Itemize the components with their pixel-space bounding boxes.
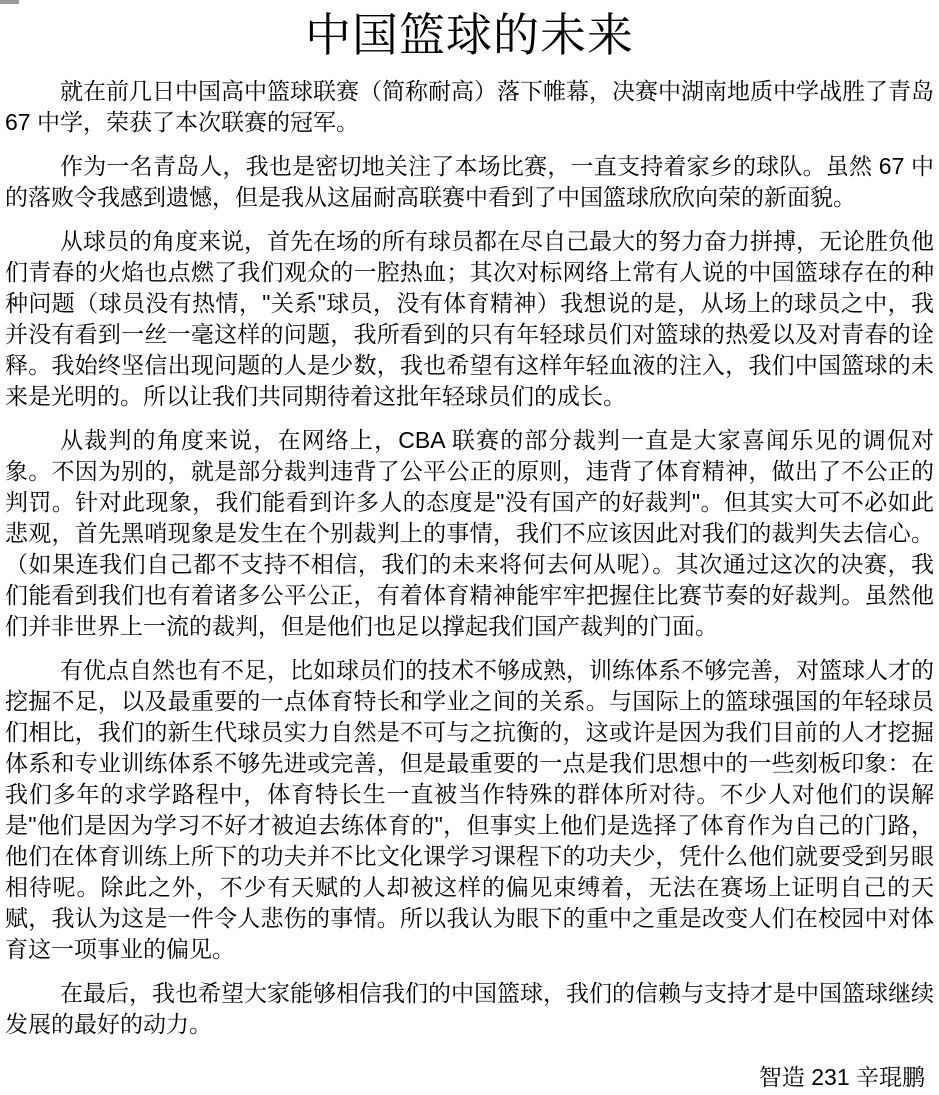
paragraph-intro: 就在前几日中国高中篮球联赛（简称耐高）落下帷幕，决赛中湖南地质中学战胜了青岛 67 中学，荣获了本次联赛的冠军。 [5,78,934,135]
corner-artifact [0,0,19,4]
page-title: 中国篮球的未来 [305,9,634,61]
paragraph-shortcomings: 有优点自然也有不足，比如球员们的技术不够成熟，训练体系不够完善，对篮球人才的挖掘不足，以及最重要的一点体育特长和学业之间的关系。与国际上的篮球强国的年轻球员们相比，我们的新生代球员实力自然是不可与之抗衡的，这或许是因为我们目前的人才挖掘体系和专业训练体系不够先进或完善，但是最重要的一点是我们思想中的一些刻板印象：在我们多年的求学路程中，体育特长生一直被当作特殊的群体所对待。不少人对他们的误解是"他们是因为学习不好才被迫去练体育的"，但事实上他们是选择了体育作为自己的门路，他们在体育训练上所下的功夫并不比文化课学习课程下的功夫少，凭什么他们就要受到另眼相待呢。除此之外，不少有天赋的人却被这样的偏见束缚着，无法在赛场上证明自己的天赋，我认为这是一件令人悲伤的事情。所以我认为眼下的重中之重是改变人们在校园中对体育这一项事业的偏见。 [5,657,934,962]
paragraph-conclusion: 在最后，我也希望大家能够相信我们的中国篮球，我们的信赖与支持才是中国篮球继续发展的最好的动力。 [5,980,934,1037]
author-signature: 智造 231 辛琨鹏 [758,1064,925,1090]
paragraph-qingdao-fan: 作为一名青岛人，我也是密切地关注了本场比赛，一直支持着家乡的球队。虽然 67 中的落败令我感到遗憾，但是我从这届耐高联赛中看到了中国篮球欣欣向荣的新面貌。 [5,153,934,210]
paragraph-referees-perspective: 从裁判的角度来说，在网络上，CBA 联赛的部分裁判一直是大家喜闻乐见的调侃对象。不因为别的，就是部分裁判违背了公平公正的原则，违背了体育精神，做出了不公正的判罚。针对此现象，我们能看到许多人的态度是"没有国产的好裁判"。但其实大可不必如此悲观，首先黑哨现象是发生在个别裁判上的事情，我们不应该因此对我们的裁判失去信心。（如果连我们自己都不支持不相信，我们的未来将何去何从呢）。其次通过这次的决赛，我们能看到我们也有着诸多公平公正，有着体育精神能牢牢把握住比赛节奏的好裁判。虽然他们并非世界上一流的裁判，但是他们也足以撑起我们国产裁判的门面。 [5,427,934,639]
paragraph-players-perspective: 从球员的角度来说，首先在场的所有球员都在尽自己最大的努力奋力拼搏，无论胜负他们青春的火焰也点燃了我们观众的一腔热血；其次对标网络上常有人说的中国篮球存在的种种问题（球员没有热情，"关系"球员，没有体育精神）我想说的是，从场上的球员之中，我并没有看到一丝一毫这样的问题，我所看到的只有年轻球员们对篮球的热爱以及对青春的诠释。我始终坚信出现问题的人是少数，我也希望有这样年轻血液的注入，我们中国篮球的未来是光明的。所以让我们共同期待着这批年轻球员们的成长。 [5,228,934,409]
